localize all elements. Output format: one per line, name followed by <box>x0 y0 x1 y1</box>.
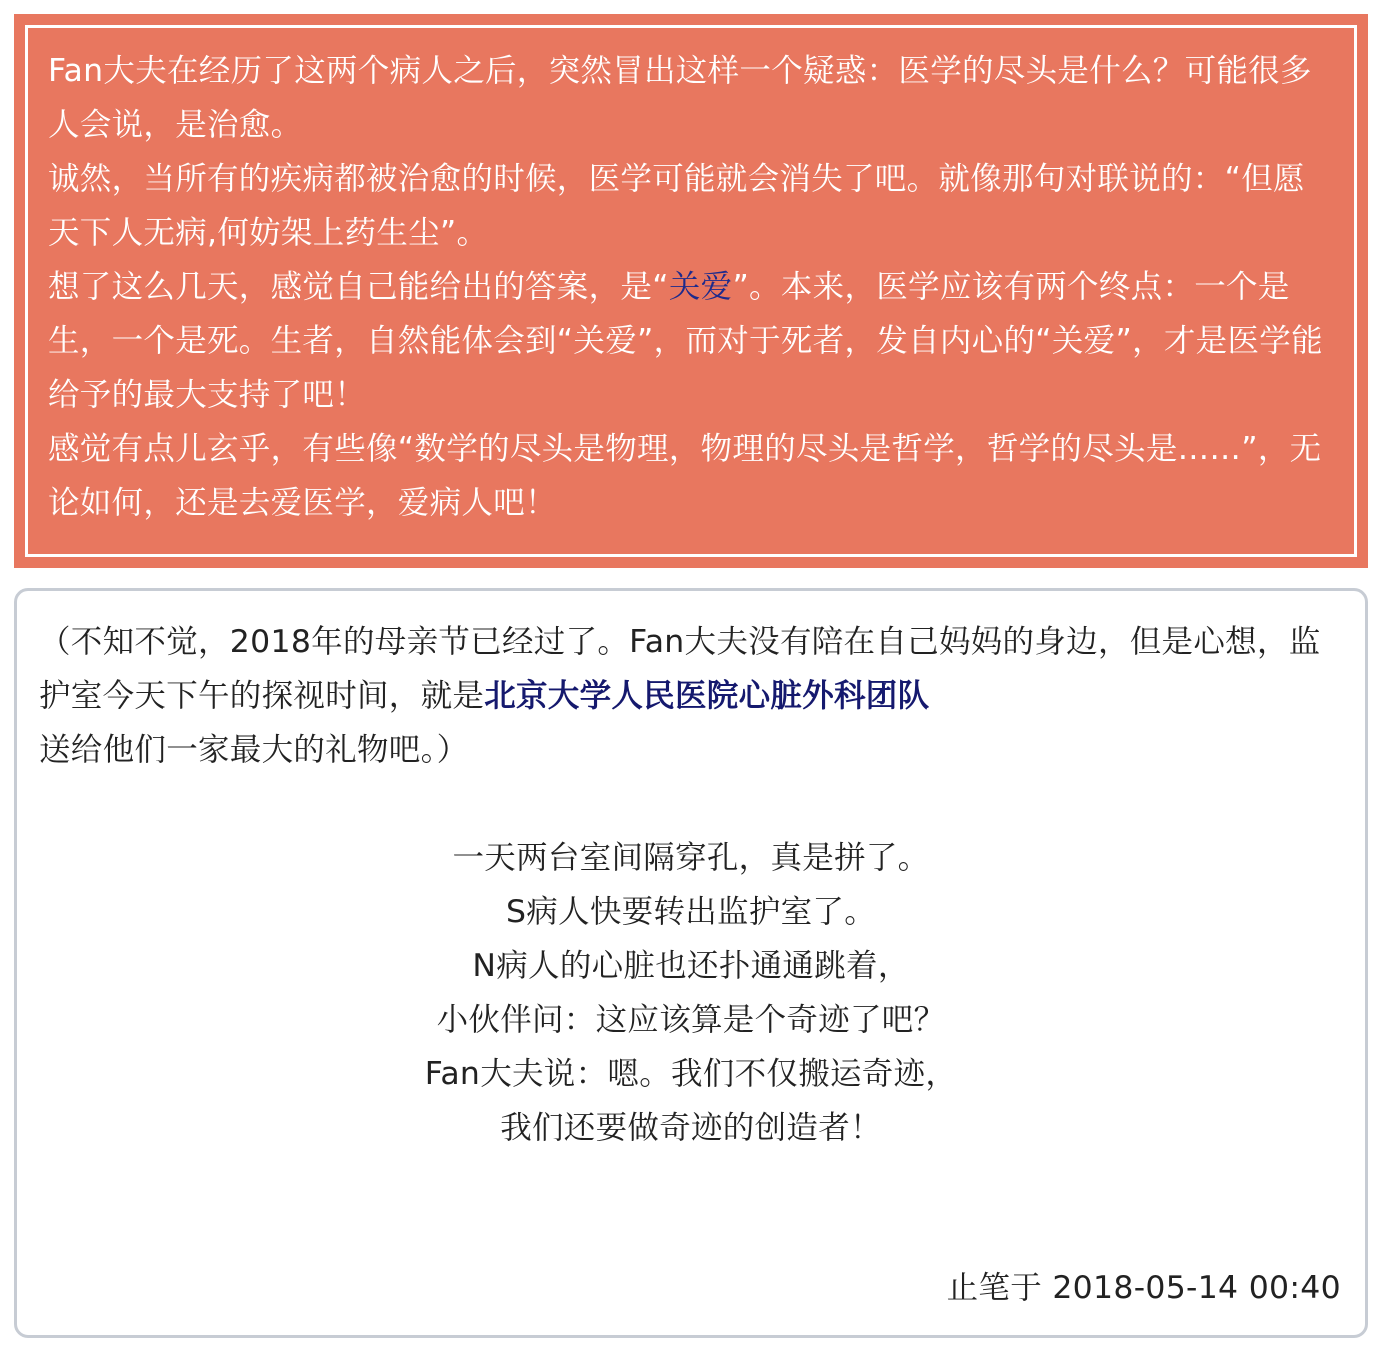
note-paragraph <box>39 615 1351 777</box>
reflection-paragraph-4: 感觉有点儿玄乎，有些像“数学的尽头是物理，物理的尽头是哲学，哲学的尽头是……”，无论如何，还是去爱医学，爱病人吧！ <box>48 431 1322 521</box>
team-link[interactable]: 北京大学人民医院心脏外科团队 <box>484 678 930 714</box>
reflection-text <box>25 25 1357 557</box>
reflection-paragraph-3-end: ”。本来，医学应该有两个终点：一个是生，一个是死。生者，自然能体会到“关爱”，而对于死者，发自内心的“关爱”，才是医学能给予的最大支持了吧！ <box>48 269 1323 413</box>
reflection-paragraph-3-start: 想了这么几天，感觉自己能给出的答案，是“ <box>48 269 669 305</box>
note-text-end: 送给他们一家最大的礼物吧。） <box>39 732 469 768</box>
poem-line: 小伙伴问：这应该算是个奇迹了吧？ <box>436 1002 946 1038</box>
highlight-guanai: 关爱 <box>668 269 733 305</box>
poem-line: N病人的心脏也还扑通通跳着， <box>472 948 910 984</box>
poem <box>17 831 1365 1155</box>
poem-line: 一天两台室间隔穿孔，真是拼了。 <box>452 840 930 876</box>
reflection-paragraph-1: Fan大夫在经历了这两个病人之后，突然冒出这样一个疑惑：医学的尽头是什么？可能很多人会说，是治愈。 <box>48 53 1312 143</box>
poem-line: S病人快要转出监护室了。 <box>505 894 877 930</box>
note-box <box>14 588 1368 1338</box>
poem-line: Fan大夫说：嗯。我们不仅搬运奇迹， <box>424 1056 958 1092</box>
note-text-start: （不知不觉，2018年的母亲节已经过了。Fan大夫没有陪在自己妈妈的身边，但是心想，监护室今天下午的探视时间，就是 <box>39 624 1321 714</box>
poem-line: 我们还要做奇迹的创造者！ <box>500 1110 882 1146</box>
signature-timestamp: 止笔于 2018-05-14 00:40 <box>946 1270 1341 1306</box>
reflection-paragraph-2: 诚然，当所有的疾病都被治愈的时候，医学可能就会消失了吧。就像那句对联说的：“但愿天下人无病,何妨架上药生尘”。 <box>48 161 1305 251</box>
reflection-box <box>14 14 1368 568</box>
reflection-paragraph-3 <box>48 260 1334 422</box>
